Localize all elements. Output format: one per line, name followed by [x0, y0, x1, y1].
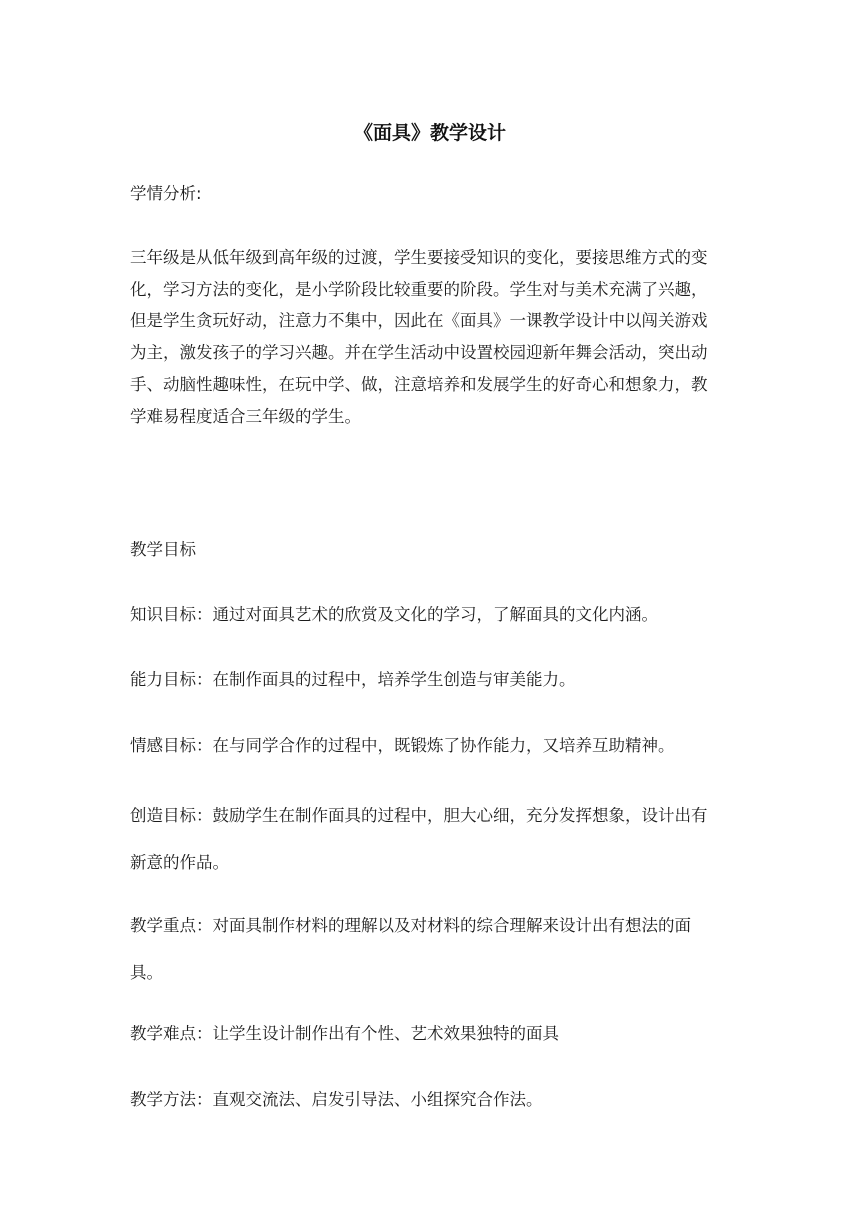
- ability-goal: 能力目标：在制作面具的过程中，培养学生创造与审美能力。: [130, 670, 576, 689]
- analysis-line: 化，学习方法的变化，是小学阶段比较重要的阶段。学生对与美术充满了兴趣，: [130, 279, 708, 299]
- creative-goal: [130, 792, 732, 886]
- creative-goal-line: 新意的作品。: [130, 853, 229, 872]
- teaching-methods: 教学方法：直观交流法、启发引导法、小组探究合作法。: [130, 1090, 543, 1109]
- analysis-line: 三年级是从低年级到高年级的过渡，学生要接受知识的变化，要接思维方式的变: [130, 248, 708, 267]
- analysis-paragraph: [130, 242, 732, 432]
- key-point: [130, 902, 732, 996]
- creative-goal-line: 创造目标：鼓励学生在制作面具的过程中，胆大心细，充分发挥想象，设计出有: [130, 806, 708, 825]
- objectives-heading: 教学目标: [130, 540, 196, 559]
- analysis-line: 学难易程度适合三年级的学生。: [130, 406, 361, 426]
- analysis-line: 为主，激发孩子的学习兴趣。并在学生活动中设置校园迎新年舞会活动，突出动: [130, 343, 708, 363]
- analysis-line: 手、动脑性趣味性，在玩中学、做，注意培养和发展学生的好奇心和想象力，教: [130, 374, 708, 394]
- key-point-line: 具。: [130, 963, 163, 982]
- key-point-line: 教学重点：对面具制作材料的理解以及对材料的综合理解来设计出有想法的面: [130, 916, 691, 935]
- analysis-line: 但是学生贪玩好动，注意力不集中，因此在《面具》一课教学设计中以闯关游戏: [130, 311, 708, 331]
- analysis-heading: 学情分析:: [130, 184, 202, 203]
- teaching-difficulty: 教学难点：让学生设计制作出有个性、艺术效果独特的面具: [130, 1024, 559, 1043]
- emotion-goal: 情感目标：在与同学合作的过程中，既锻炼了协作能力，又培养互助精神。: [130, 736, 675, 755]
- document-title: 《面具》教学设计: [353, 122, 506, 144]
- knowledge-goal: 知识目标：通过对面具艺术的欣赏及文化的学习，了解面具的文化内涵。: [130, 605, 658, 624]
